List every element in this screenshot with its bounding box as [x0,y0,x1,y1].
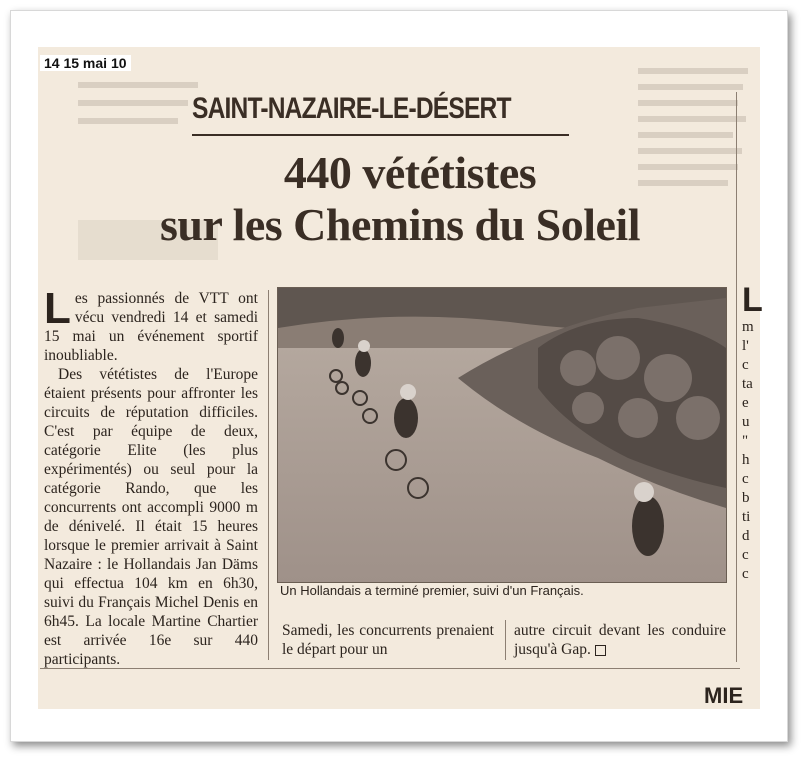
adjacent-letters [742,318,760,584]
column-rule-3 [736,92,737,662]
adjacent-letter: c [742,547,749,563]
adjacent-letter: m [742,319,754,335]
headline-line-2: sur les Chemins du Soleil [160,199,640,250]
article-photo [277,287,727,583]
date-stamp: 14 15 mai 10 [40,55,131,71]
article-column-2: Samedi, les concurrents prenaient le départ pour un [282,622,494,658]
adjacent-letter: e [742,395,749,411]
article-column-1 [44,284,258,669]
adjacent-letter: u [742,414,750,430]
adjacent-letter: h [742,452,750,468]
dropcap: L [44,284,71,333]
paragraph-2: Des vététistes de l'Europe étaient présents pour affronter les circuits de réputation difficiles. C'est par équipe de deux, catégorie Elite (les plus expérimentés) ou seul pour la catégorie Rando, que les concurrents ont accompli 9000 m de dénivelé. Il était 15 heures lorsque le premier arrivait à Saint Nazaire : le Hollandais Jan Däms qui effectua 104 km en 6h30, suivi du Français Michel Denis en 6h45. La locale Martine Chartier est arrivée 16e sur 440 participants. [44,366,258,668]
adjacent-letter: c [742,566,749,582]
adjacent-letter: c [742,357,749,373]
adjacent-article-strip [742,281,763,584]
column-rule-2 [505,620,506,660]
article-column-3 [514,621,726,659]
end-of-article-mark [595,645,606,656]
adjacent-letter: l' [742,338,749,354]
adjacent-letter: ta [742,376,753,392]
article-kicker: SAINT-NAZAIRE-LE-DÉSERT [192,92,511,125]
column-3-text: autre circuit devant les conduire jusqu'à Gap. [514,622,726,658]
adjacent-letter: d [742,528,750,544]
mountain-bikers-photo [278,288,726,582]
article-bottom-rule [40,668,740,669]
adjacent-dropcap: L [742,281,763,319]
column-rule-1 [268,290,269,660]
adjacent-letter: c [742,471,749,487]
paragraph-1-text: es passionnés de VTT ont vécu vendredi 14 et samedi 15 mai un événement sportif inoubliable. [44,290,258,364]
adjacent-letter: b [742,490,750,506]
adjacent-heading: MIE [704,683,744,708]
adjacent-letter: " [742,433,749,449]
kicker-underline [192,134,569,136]
photo-caption: Un Hollandais a terminé premier, suivi d'un Français. [280,583,584,598]
paragraph-1 [44,284,258,365]
headline-line-1: 440 vététistes [283,147,537,198]
adjacent-letter: ti [742,509,751,525]
